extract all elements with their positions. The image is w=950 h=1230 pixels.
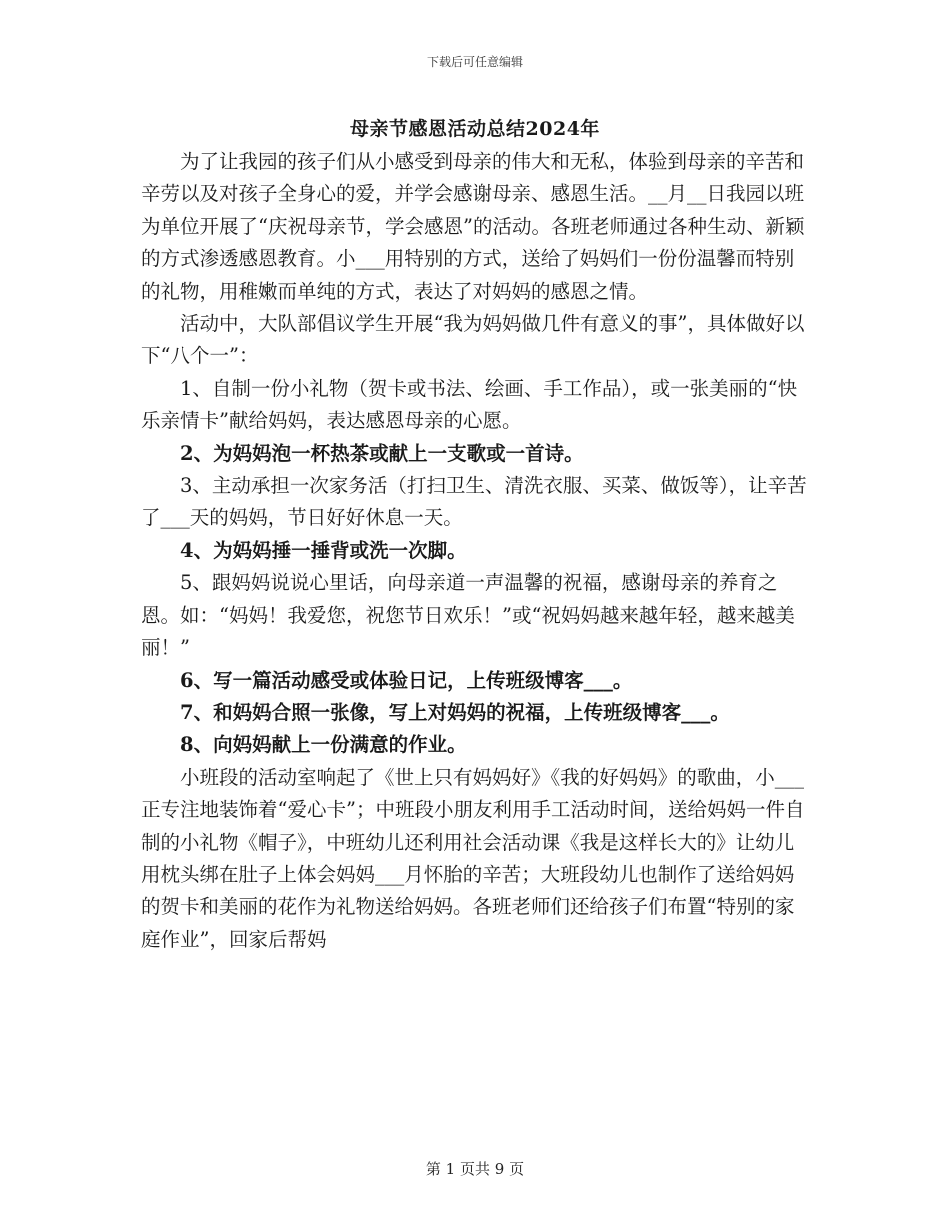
list-item-1: 1、自制一份小礼物（贺卡或书法、绘画、手工作品），或一张美丽的“快乐亲情卡”献给妈妈，表达感恩母亲的心愿。 — [141, 376, 798, 433]
list-item-7: 7、和妈妈合照一张像，写上对妈妈的祝福，上传班级博客___。 — [180, 700, 730, 724]
paragraph-activity: 活动中，大队部倡议学生开展“我为妈妈做几件有意义的事”，具体做好以下“八个一”： — [141, 312, 805, 368]
document-title: 母亲节感恩活动总结2024年 — [350, 118, 600, 140]
page-number: 第 1 页共 9 页 — [425, 1160, 525, 1178]
list-item-3: 3、主动承担一次家务活（打扫卫生、清洗衣服、买菜、做饭等），让辛苦了___天的妈妈，节日好好休息一天。 — [141, 474, 807, 530]
document-body — [141, 146, 813, 956]
list-item-6: 6、写一篇活动感受或体验日记，上传班级博客___。 — [180, 668, 633, 692]
list-item-2: 2、为妈妈泡一杯热茶或献上一支歌或一首诗。 — [180, 441, 584, 465]
paragraph-intro: 为了让我园的孩子们从小感受到母亲的伟大和无私，体验到母亲的辛苦和辛劳以及对孩子全身心的爱，并学会感谢母亲、感恩生活。__月__日我园以班为单位开展了“庆祝母亲节，学会感恩”的活动。各班老师通过各种生动、新颖的方式渗透感恩教育。小___用特别的方式，送给了妈妈们一份份温馨而特别的礼物，用稚嫩而单纯的方式，表达了对妈妈的感恩之情。 — [141, 150, 805, 303]
list-item-4: 4、为妈妈捶一捶背或洗一次脚。 — [180, 538, 467, 562]
header-note: 下载后可任意编辑 — [426, 55, 523, 69]
paragraph-classes: 小班段的活动室响起了《世上只有妈妈好》《我的好妈妈》的歌曲，小___正专注地装饰着“爱心卡”；中班段小朋友利用手工活动时间，送给妈妈一件自制的小礼物《帽子》，中班幼儿还利用社会活动课《我是这样长大的》让幼儿用枕头绑在肚子上体会妈妈___月怀胎的辛苦；大班段幼儿也制作了送给妈妈的贺卡和美丽的花作为礼物送给妈妈。各班老师们还给孩子们布置“特别的家庭作业”，回家后帮妈 — [141, 765, 805, 951]
list-item-5: 5、跟妈妈说说心里话，向母亲道一声温馨的祝福，感谢母亲的养育之恩。如：“妈妈！我爱您，祝您节日欢乐！”或“祝妈妈越来越年轻，越来越美丽！” — [141, 571, 795, 660]
list-item-8: 8、向妈妈献上一份满意的作业。 — [180, 733, 467, 757]
